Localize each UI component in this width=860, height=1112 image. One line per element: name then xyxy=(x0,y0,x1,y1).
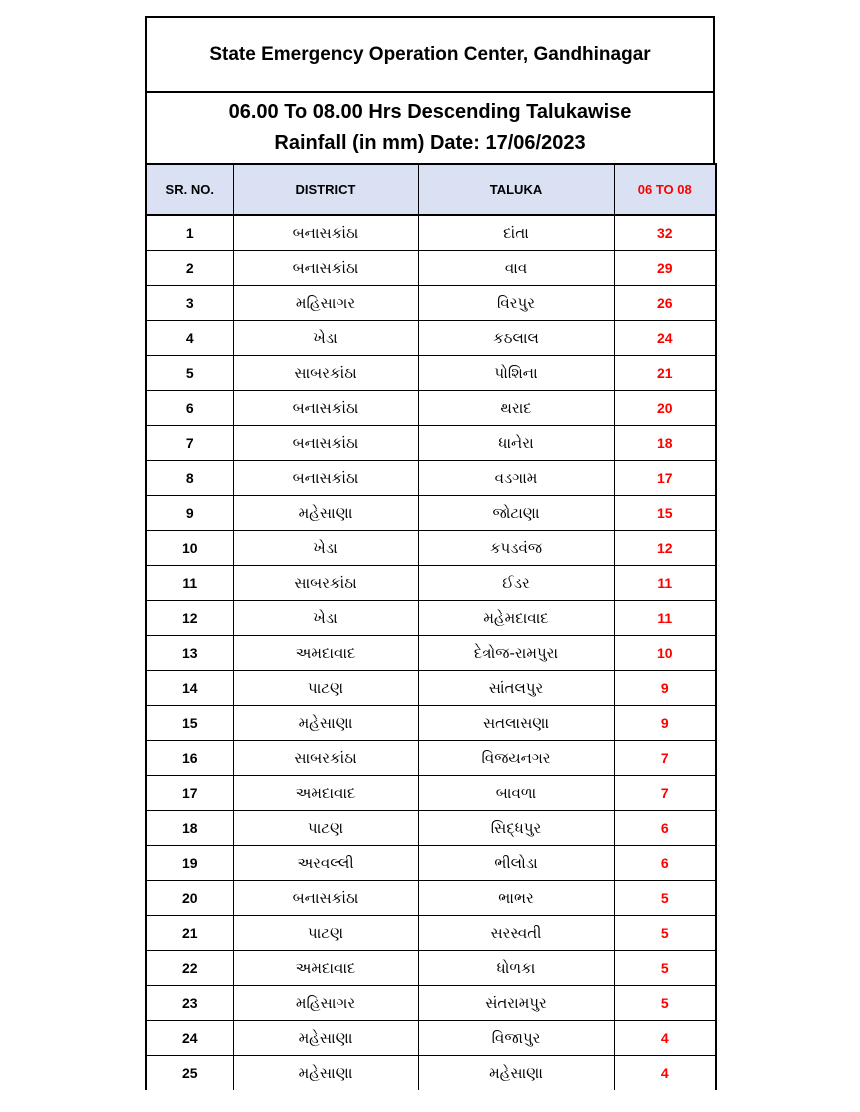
row-taluka: ધોળકા xyxy=(418,951,614,986)
header-rainfall: 06 TO 08 xyxy=(614,164,716,215)
row-rainfall: 18 xyxy=(614,426,716,461)
row-sr-no: 8 xyxy=(146,461,233,496)
row-district: બનાસકાંઠા xyxy=(233,251,418,286)
table-row xyxy=(146,1056,716,1091)
row-sr-no: 23 xyxy=(146,986,233,1021)
row-district: મહિસાગર xyxy=(233,986,418,1021)
row-rainfall: 29 xyxy=(614,251,716,286)
row-district: સાબરકાંઠા xyxy=(233,356,418,391)
row-district: પાટણ xyxy=(233,671,418,706)
table-row xyxy=(146,251,716,286)
row-sr-no: 13 xyxy=(146,636,233,671)
row-sr-no: 25 xyxy=(146,1056,233,1091)
row-district: બનાસકાંઠા xyxy=(233,461,418,496)
row-taluka: વડગામ xyxy=(418,461,614,496)
row-district: ખેડા xyxy=(233,601,418,636)
table-row xyxy=(146,951,716,986)
row-rainfall: 11 xyxy=(614,566,716,601)
subtitle-line-1: 06.00 To 08.00 Hrs Descending Talukawise xyxy=(228,101,632,123)
header-taluka: TALUKA xyxy=(418,164,614,215)
row-taluka: બાવળા xyxy=(418,776,614,811)
row-sr-no: 5 xyxy=(146,356,233,391)
row-rainfall: 11 xyxy=(614,601,716,636)
row-sr-no: 18 xyxy=(146,811,233,846)
row-rainfall: 4 xyxy=(614,1021,716,1056)
row-taluka: ધાનેરા xyxy=(418,426,614,461)
row-sr-no: 22 xyxy=(146,951,233,986)
table-row xyxy=(146,566,716,601)
row-taluka: થરાદ xyxy=(418,391,614,426)
row-district: મહેસાણા xyxy=(233,496,418,531)
row-sr-no: 9 xyxy=(146,496,233,531)
row-district: બનાસકાંઠા xyxy=(233,426,418,461)
table-body xyxy=(146,215,716,1090)
row-rainfall: 32 xyxy=(614,215,716,251)
row-sr-no: 16 xyxy=(146,741,233,776)
row-sr-no: 10 xyxy=(146,531,233,566)
row-rainfall: 6 xyxy=(614,811,716,846)
table-row xyxy=(146,741,716,776)
row-sr-no: 2 xyxy=(146,251,233,286)
row-taluka: સરસ્વતી xyxy=(418,916,614,951)
table-row xyxy=(146,776,716,811)
row-taluka: દાંતા xyxy=(418,215,614,251)
row-rainfall: 7 xyxy=(614,741,716,776)
table-row xyxy=(146,671,716,706)
row-district: અરવલ્લી xyxy=(233,846,418,881)
row-taluka: મહેસાણા xyxy=(418,1056,614,1091)
row-sr-no: 3 xyxy=(146,286,233,321)
row-district: બનાસકાંઠા xyxy=(233,881,418,916)
row-sr-no: 12 xyxy=(146,601,233,636)
row-rainfall: 24 xyxy=(614,321,716,356)
row-taluka: સિદ્ધપુર xyxy=(418,811,614,846)
rainfall-table xyxy=(145,163,717,1090)
row-district: ખેડા xyxy=(233,321,418,356)
row-sr-no: 15 xyxy=(146,706,233,741)
row-taluka: ભીલોડા xyxy=(418,846,614,881)
row-rainfall: 7 xyxy=(614,776,716,811)
row-district: ખેડા xyxy=(233,531,418,566)
row-sr-no: 1 xyxy=(146,215,233,251)
row-rainfall: 20 xyxy=(614,391,716,426)
table-row xyxy=(146,461,716,496)
table-row xyxy=(146,496,716,531)
row-district: અમદાવાદ xyxy=(233,776,418,811)
table-row xyxy=(146,426,716,461)
row-rainfall: 10 xyxy=(614,636,716,671)
row-sr-no: 20 xyxy=(146,881,233,916)
row-sr-no: 17 xyxy=(146,776,233,811)
row-district: મહિસાગર xyxy=(233,286,418,321)
row-taluka: મહેમદાવાદ xyxy=(418,601,614,636)
row-district: સાબરકાંઠા xyxy=(233,566,418,601)
table-row xyxy=(146,391,716,426)
row-sr-no: 14 xyxy=(146,671,233,706)
row-sr-no: 19 xyxy=(146,846,233,881)
row-rainfall: 4 xyxy=(614,1056,716,1091)
table-row xyxy=(146,986,716,1021)
row-district: અમદાવાદ xyxy=(233,951,418,986)
table-header-row xyxy=(146,164,716,215)
row-rainfall: 5 xyxy=(614,986,716,1021)
table-row xyxy=(146,916,716,951)
report-subtitle xyxy=(147,91,713,163)
row-rainfall: 21 xyxy=(614,356,716,391)
report-title: State Emergency Operation Center, Gandhinagar xyxy=(209,43,651,65)
row-taluka: વિરપુર xyxy=(418,286,614,321)
row-district: બનાસકાંઠા xyxy=(233,391,418,426)
row-rainfall: 5 xyxy=(614,881,716,916)
row-district: સાબરકાંઠા xyxy=(233,741,418,776)
row-district: મહેસાણા xyxy=(233,706,418,741)
row-sr-no: 7 xyxy=(146,426,233,461)
row-rainfall: 6 xyxy=(614,846,716,881)
row-rainfall: 12 xyxy=(614,531,716,566)
table-row xyxy=(146,1021,716,1056)
row-sr-no: 11 xyxy=(146,566,233,601)
row-rainfall: 5 xyxy=(614,951,716,986)
table-row xyxy=(146,321,716,356)
header-sr-no: SR. NO. xyxy=(146,164,233,215)
table-row xyxy=(146,531,716,566)
table-row xyxy=(146,811,716,846)
table-row xyxy=(146,356,716,391)
subtitle-line-2: Rainfall (in mm) Date: 17/06/2023 xyxy=(274,132,586,154)
row-taluka: કઠલાલ xyxy=(418,321,614,356)
table-row xyxy=(146,601,716,636)
row-taluka: પોશિના xyxy=(418,356,614,391)
row-taluka: કપડવંજ xyxy=(418,531,614,566)
row-rainfall: 26 xyxy=(614,286,716,321)
row-taluka: વાવ xyxy=(418,251,614,286)
row-district: પાટણ xyxy=(233,811,418,846)
table-row xyxy=(146,636,716,671)
row-rainfall: 17 xyxy=(614,461,716,496)
row-sr-no: 4 xyxy=(146,321,233,356)
table-row xyxy=(146,215,716,251)
row-taluka: દેત્રોજ-રામપુરા xyxy=(418,636,614,671)
row-taluka: વિજયનગર xyxy=(418,741,614,776)
row-taluka: ભાભર xyxy=(418,881,614,916)
row-district: મહેસાણા xyxy=(233,1021,418,1056)
row-district: બનાસકાંઠા xyxy=(233,215,418,251)
row-taluka: સાંતલપુર xyxy=(418,671,614,706)
row-rainfall: 9 xyxy=(614,671,716,706)
row-rainfall: 9 xyxy=(614,706,716,741)
report-header xyxy=(145,16,715,163)
row-district: અમદાવાદ xyxy=(233,636,418,671)
row-taluka: સંતરામપુર xyxy=(418,986,614,1021)
row-taluka: ઈડર xyxy=(418,566,614,601)
table-row xyxy=(146,706,716,741)
table-row xyxy=(146,846,716,881)
row-district: મહેસાણા xyxy=(233,1056,418,1091)
row-taluka: વિજાપુર xyxy=(418,1021,614,1056)
rainfall-report xyxy=(145,16,715,1090)
table-row xyxy=(146,881,716,916)
row-sr-no: 24 xyxy=(146,1021,233,1056)
row-district: પાટણ xyxy=(233,916,418,951)
row-sr-no: 6 xyxy=(146,391,233,426)
row-rainfall: 15 xyxy=(614,496,716,531)
row-rainfall: 5 xyxy=(614,916,716,951)
table-row xyxy=(146,286,716,321)
header-district: DISTRICT xyxy=(233,164,418,215)
row-taluka: જોટાણા xyxy=(418,496,614,531)
row-taluka: સતલાસણા xyxy=(418,706,614,741)
row-sr-no: 21 xyxy=(146,916,233,951)
